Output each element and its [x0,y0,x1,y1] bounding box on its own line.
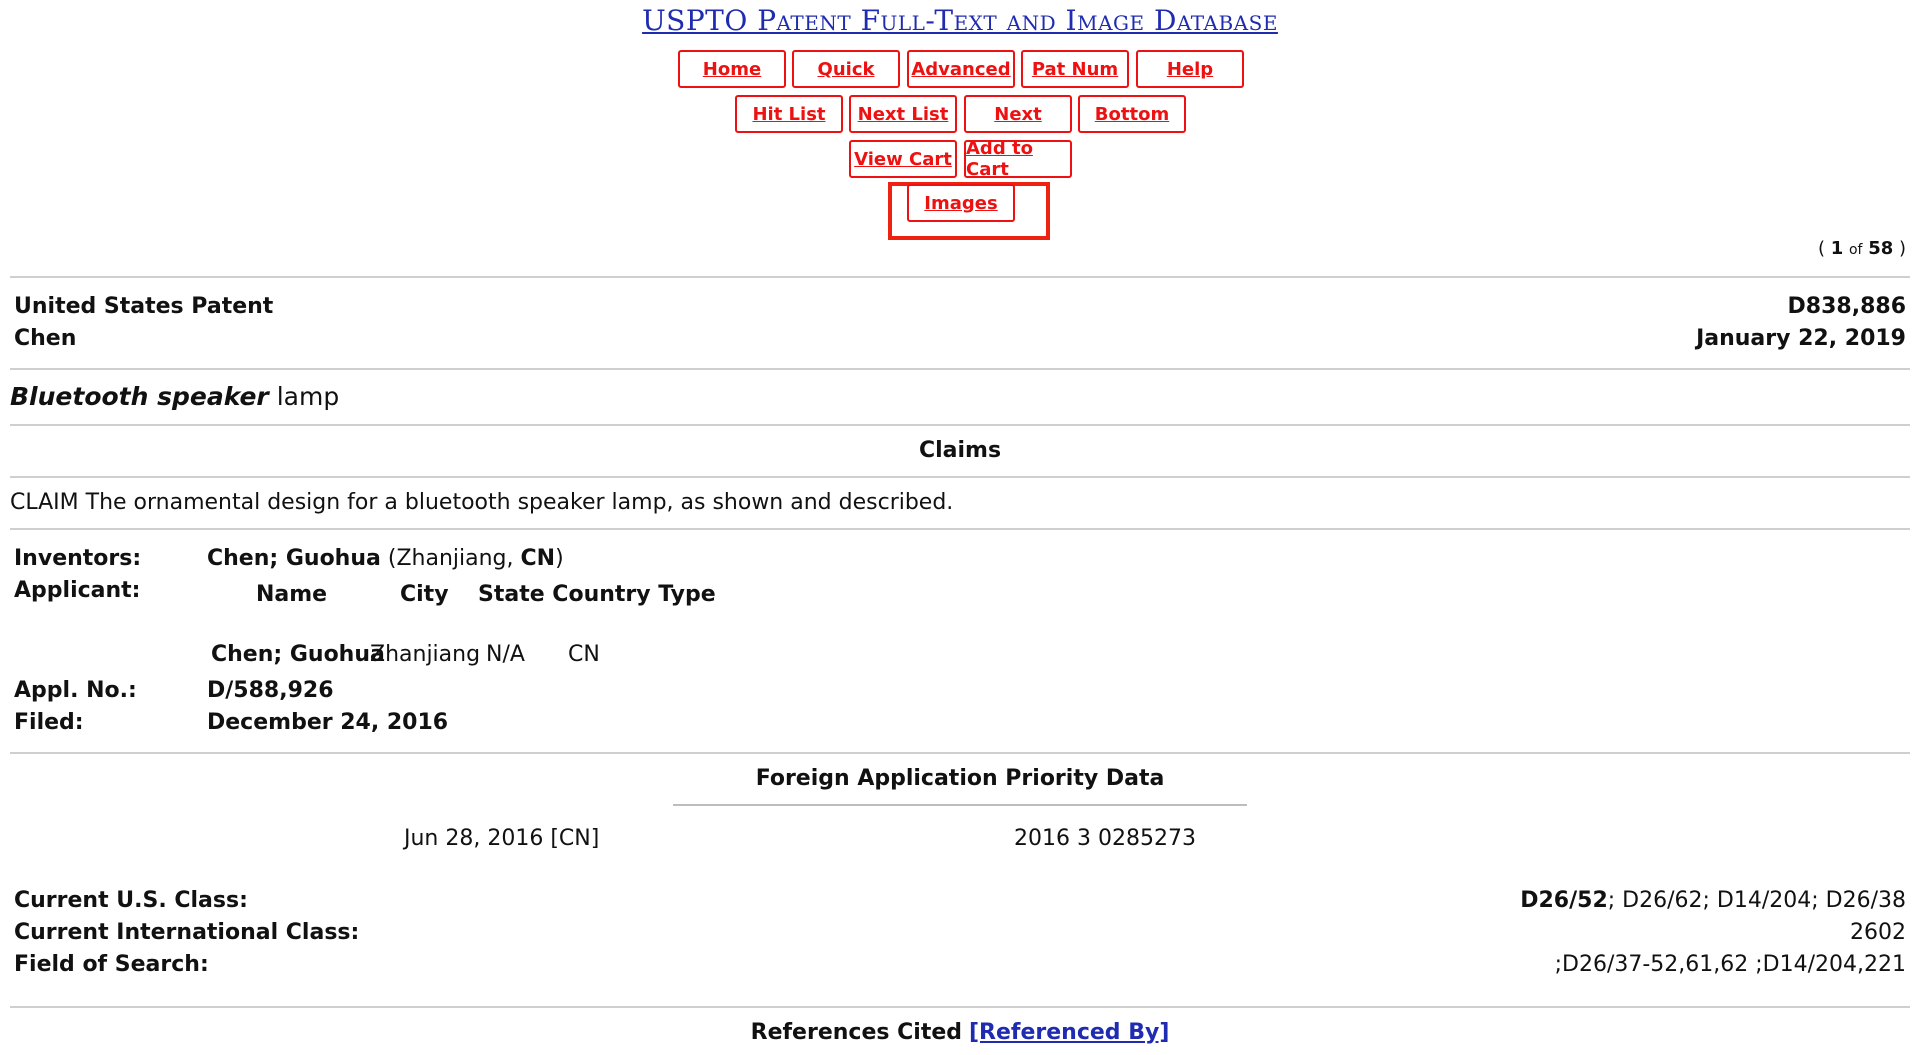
home-button[interactable]: Home [678,50,786,88]
applicant-label: Applicant: [14,578,141,603]
applicant-name: Chen; Guohua [211,642,385,667]
divider [10,476,1910,478]
applicant-header-name: Name [256,582,328,607]
applicant-city: Zhanjiang [370,642,481,667]
patent-number: D838,886 [1787,294,1906,319]
patent-title-highlighted: Bluetooth speaker [10,382,269,411]
references-cited [0,1020,1920,1045]
help-button[interactable]: Help [1136,50,1244,88]
appl-no-value: D/588,926 [207,678,334,703]
inventor-name: Chen; Guohua [207,546,381,571]
bottom-button[interactable]: Bottom [1078,95,1186,133]
images-button[interactable]: Images [907,184,1015,222]
hit-total: 58 [1868,238,1894,259]
divider [10,1006,1910,1008]
current-intl-class-value: 2602 [1850,920,1906,945]
inventors-label: Inventors: [14,546,142,571]
foreign-priority-heading: Foreign Application Priority Data [755,766,1165,791]
next-button[interactable]: Next [964,95,1072,133]
page-title[interactable]: USPTO Patent Full-Text and Image Database [642,4,1278,37]
foreign-priority-divider [673,804,1247,806]
divider [10,528,1910,530]
claims-text: CLAIM The ornamental design for a bluetooth speaker lamp, as shown and described. [10,490,954,515]
inventor-city: (Zhanjiang, [387,546,514,571]
advanced-button[interactable]: Advanced [907,50,1015,88]
divider [10,368,1910,370]
field-of-search-value: ;D26/37-52,61,62 ;D14/204,221 [1554,952,1906,977]
current-us-class-rest: ; D26/62; D14/204; D26/38 [1607,888,1906,913]
current-us-class-main: D26/52 [1520,888,1608,913]
applicant-country: CN [568,642,600,667]
patent-inventor-short: Chen [14,326,77,351]
quick-button[interactable]: Quick [792,50,900,88]
current-us-class-label: Current U.S. Class: [14,888,248,913]
field-of-search-label: Field of Search: [14,952,209,977]
references-heading: References Cited [750,1020,962,1045]
patent-title [10,382,339,411]
view-cart-button[interactable]: View Cart [849,140,957,178]
current-intl-class-label: Current International Class: [14,920,360,945]
next-list-button[interactable]: Next List [849,95,957,133]
hit-of: of [1848,242,1863,258]
referenced-by-link[interactable]: [Referenced By] [969,1020,1170,1045]
filed-value: December 24, 2016 [207,710,449,735]
hit-position: ( 1 of 58 ) [1817,238,1906,259]
patent-date: January 22, 2019 [1696,326,1906,351]
inventor-country: CN [520,546,556,571]
hit-current: 1 [1830,238,1844,259]
pat-num-button[interactable]: Pat Num [1021,50,1129,88]
applicant-state: N/A [486,642,525,667]
foreign-priority-date: Jun 28, 2016 [CN] [404,826,600,851]
inventor-close: ) [555,546,564,571]
applicant-header-state-country-type: State Country Type [478,582,716,607]
applicant-header-city: City [400,582,449,607]
inventors-value [207,546,564,571]
claims-heading: Claims [918,438,1002,463]
divider [10,276,1910,278]
current-us-class-value [1520,888,1906,913]
divider [10,424,1910,426]
hit-list-button[interactable]: Hit List [735,95,843,133]
filed-label: Filed: [14,710,84,735]
patent-title-rest: lamp [276,382,340,411]
patent-type: United States Patent [14,294,274,319]
divider [10,752,1910,754]
appl-no-label: Appl. No.: [14,678,137,703]
foreign-priority-number: 2016 3 0285273 [1014,826,1196,851]
add-to-cart-button[interactable]: Add to Cart [964,140,1072,178]
